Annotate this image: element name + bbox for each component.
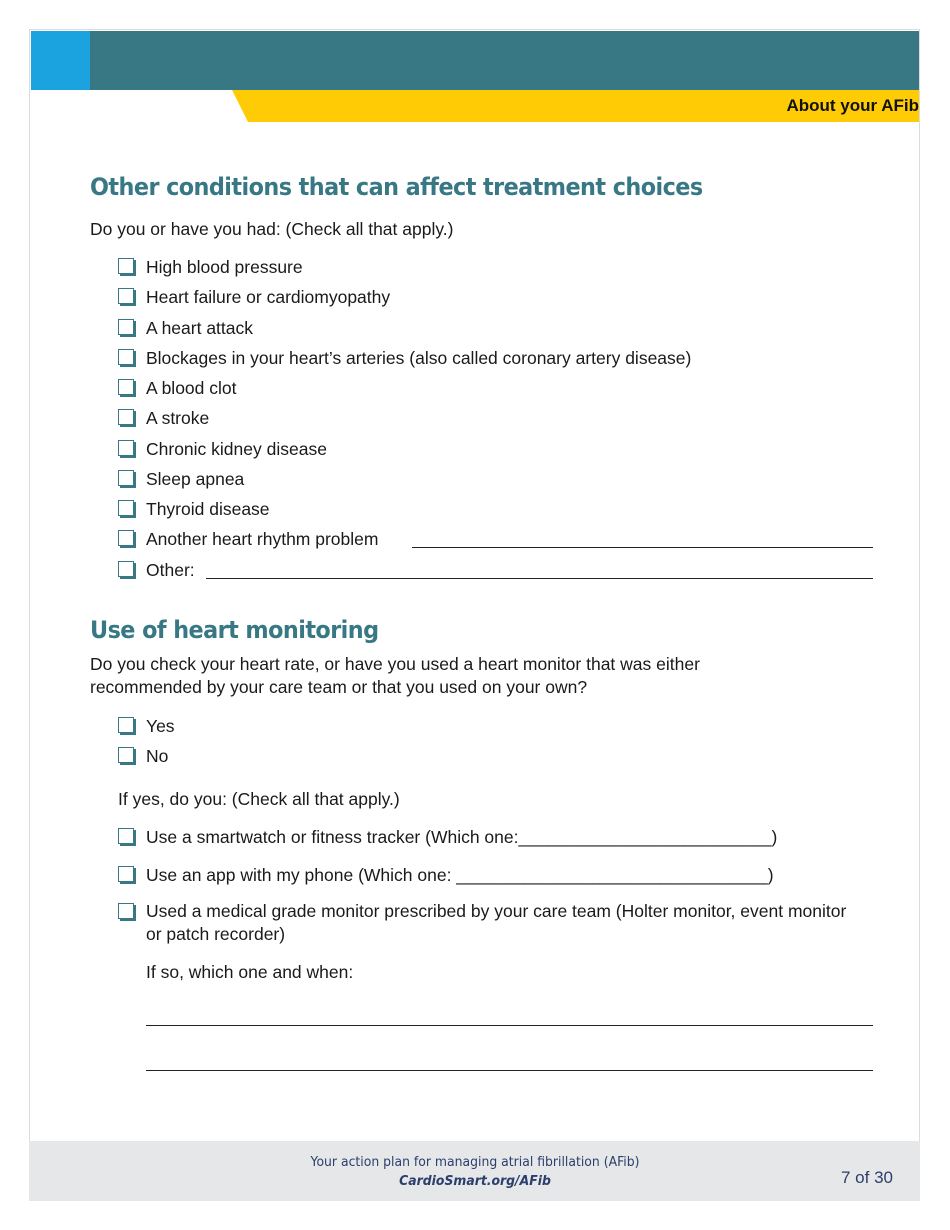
condition-item[interactable]: Chronic kidney disease	[118, 437, 327, 461]
smartwatch-option[interactable]: Use a smartwatch or fitness tracker (Which one:__________________________)	[118, 825, 777, 849]
section1-title: Other conditions that can affect treatment choices	[90, 173, 703, 201]
answer-line-2[interactable]	[146, 1070, 873, 1071]
checkbox[interactable]	[118, 440, 134, 456]
header-blue-block	[31, 31, 90, 90]
checkbox[interactable]	[118, 349, 134, 365]
medical-monitor-option[interactable]	[118, 900, 146, 924]
page-number: 7 of 30	[841, 1168, 893, 1187]
other-blank[interactable]	[206, 578, 873, 579]
condition-item[interactable]: Sleep apnea	[118, 467, 244, 491]
checkbox[interactable]	[118, 828, 134, 844]
checkbox[interactable]	[118, 409, 134, 425]
footer-title: Your action plan for managing atrial fibrillation (AFib)	[310, 1154, 640, 1170]
checkbox[interactable]	[118, 530, 134, 546]
medical-monitor-label: Used a medical grade monitor prescribed by your care team (Holter monitor, event monitor or patch recorder)	[146, 901, 847, 944]
condition-item[interactable]: A blood clot	[118, 376, 236, 400]
checkbox[interactable]	[118, 319, 134, 335]
followup-prompt: If yes, do you: (Check all that apply.)	[118, 789, 400, 809]
section-label: About your AFib	[786, 96, 919, 115]
which-when-prompt: If so, which one and when:	[146, 962, 354, 982]
app-option[interactable]: Use an app with my phone (Which one: ________________________________)	[118, 863, 774, 887]
answer-line-1[interactable]	[146, 1025, 873, 1026]
condition-item[interactable]: Blockages in your heart’s arteries (also called coronary artery disease)	[118, 346, 691, 370]
header-teal-bar	[90, 31, 919, 90]
condition-item[interactable]: Thyroid disease	[118, 497, 270, 521]
section2-title: Use of heart monitoring	[90, 616, 379, 644]
condition-item[interactable]: Heart failure or cardiomyopathy	[118, 285, 390, 309]
checkbox[interactable]	[118, 717, 134, 733]
checkbox[interactable]	[118, 866, 134, 882]
footer-bar	[29, 1141, 920, 1201]
checkbox[interactable]	[118, 258, 134, 274]
condition-item[interactable]: Another heart rhythm problem	[118, 527, 378, 551]
rhythm-problem-blank[interactable]	[412, 547, 873, 548]
checkbox[interactable]	[118, 470, 134, 486]
condition-item[interactable]: Other:	[118, 558, 195, 582]
checkbox[interactable]	[118, 747, 134, 763]
condition-item[interactable]: A heart attack	[118, 316, 253, 340]
section2-prompt: Do you check your heart rate, or have you used a heart monitor that was either recommended by your care team or that you used on your own?	[90, 654, 700, 697]
yes-option[interactable]: Yes	[118, 714, 175, 738]
footer-link[interactable]: CardioSmart.org/AFib	[399, 1173, 551, 1189]
section1-prompt: Do you or have you had: (Check all that apply.)	[90, 219, 454, 239]
checkbox[interactable]	[118, 379, 134, 395]
no-option[interactable]: No	[118, 744, 168, 768]
checkbox[interactable]	[118, 500, 134, 516]
condition-item[interactable]: A stroke	[118, 406, 209, 430]
checkbox[interactable]	[118, 903, 134, 919]
checkbox[interactable]	[118, 561, 134, 577]
condition-item[interactable]: High blood pressure	[118, 255, 303, 279]
checkbox[interactable]	[118, 288, 134, 304]
